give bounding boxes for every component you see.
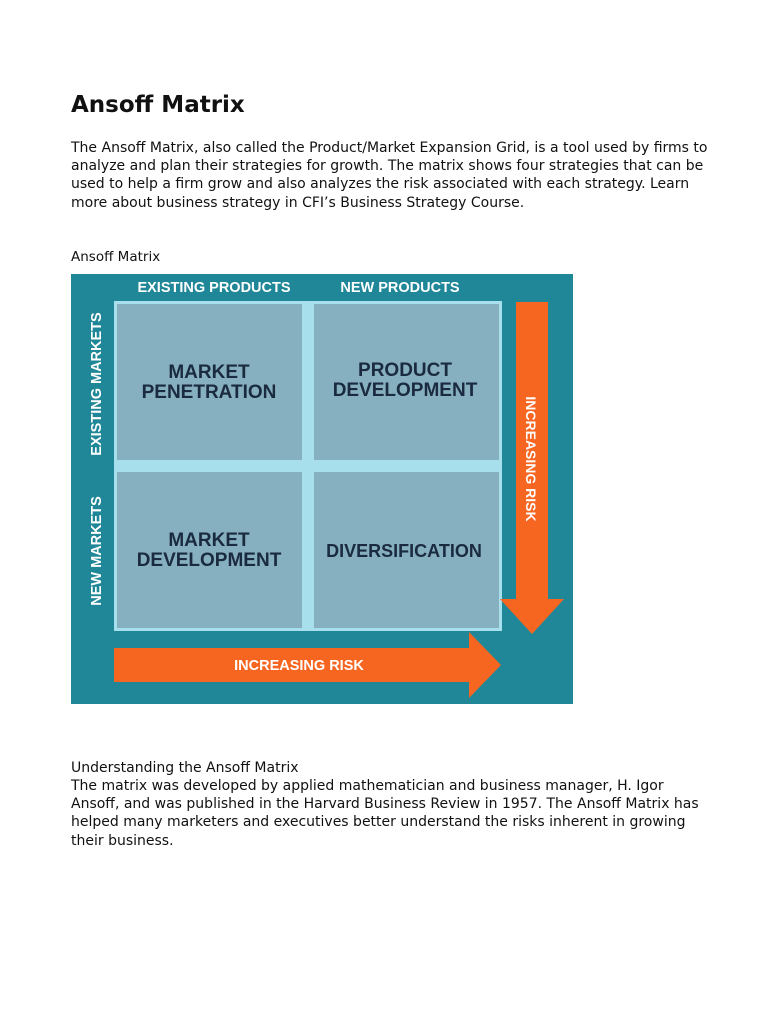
- section-body-paragraph: The matrix was developed by applied mathematician and business manager, H. Igor Ansoff, and was published in the Harvard Business Review in 1957. The Ansoff Matrix has helped many marketers and executives better understand the risks inherent in growing their business.: [71, 778, 699, 849]
- row-header-existing-markets: EXISTING MARKETS: [89, 312, 105, 456]
- cell-label-market-penetration-line1: MARKET: [168, 362, 250, 383]
- vertical-risk-arrow-label: INCREASING RISK: [523, 396, 539, 522]
- cell-label-product-development-line2: DEVELOPMENT: [332, 380, 478, 401]
- page-title: Ansoff Matrix: [71, 92, 245, 118]
- intro-paragraph: The Ansoff Matrix, also called the Product/Market Expansion Grid, is a tool used by firms to analyze and plan their strategies for growth. The matrix shows four strategies that can be used to help a firm grow and also analyzes the risk associated with each strategy. Learn more about business strategy in CFI’s Business Strategy Course.: [71, 140, 708, 211]
- figure-caption: Ansoff Matrix: [71, 249, 161, 265]
- row-header-new-markets: NEW MARKETS: [89, 496, 105, 606]
- cell-label-market-penetration-line2: PENETRATION: [141, 382, 277, 403]
- column-header-existing-products: EXISTING PRODUCTS: [137, 280, 291, 296]
- cell-label-market-development-line1: MARKET: [168, 530, 250, 551]
- column-header-new-products: NEW PRODUCTS: [340, 280, 460, 296]
- horizontal-risk-arrow-label: INCREASING RISK: [234, 658, 364, 674]
- cell-label-diversification: DIVERSIFICATION: [326, 541, 482, 561]
- cell-label-product-development-line1: PRODUCT: [358, 360, 452, 381]
- section-heading: Understanding the Ansoff Matrix: [71, 760, 299, 776]
- cell-label-market-development-line2: DEVELOPMENT: [136, 550, 282, 571]
- ansoff-matrix-figure: [71, 274, 573, 704]
